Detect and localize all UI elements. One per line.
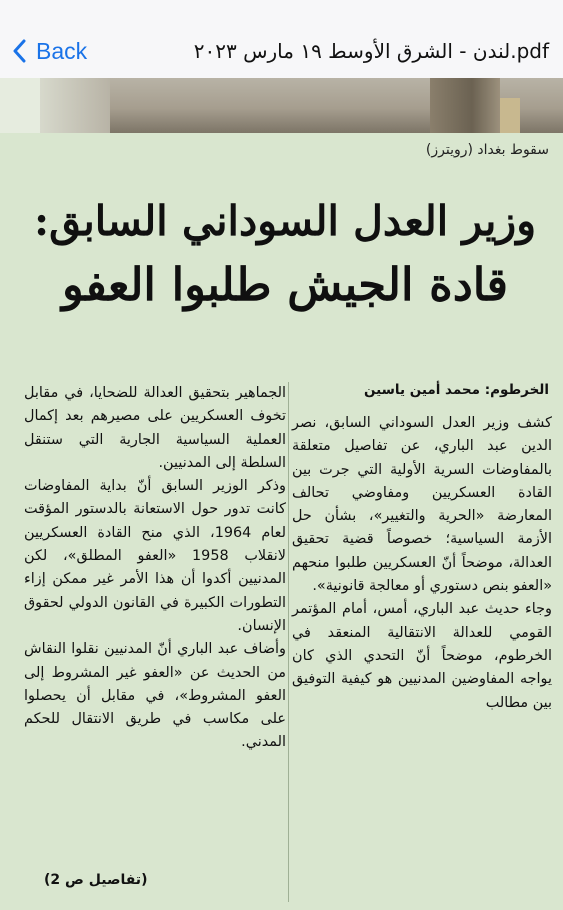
column-divider	[288, 382, 289, 902]
headline-line-2: قادة الجيش طلبوا العفو	[61, 258, 509, 311]
document-title: pdf.لندن - الشرق الأوسط ١٩ مارس ٢٠٢٣	[193, 39, 549, 63]
chevron-left-icon	[12, 39, 26, 63]
back-button[interactable]	[12, 34, 87, 68]
article-paragraph: وأضاف عبد الباري أنّ المدنيين نقلوا النقاش من الحديث عن «العفو غير المشروط إلى العفو المشروط»، في مقابل أن يحصلوا على مكاسب في طريق الانتقال للحكم المدني.	[24, 641, 286, 751]
article-paragraph: وجاء حديث عبد الباري، أمس، أمام المؤتمر القومي للعدالة الانتقالية المنعقد في الخرطوم، موضحاً أنّ التحدي الذي كان يواجه المفاوضين المدنيين هو كيفية التوفيق بين مطالب	[292, 601, 552, 711]
article-paragraph: الجماهير بتحقيق العدالة للضحايا، في مقابل تخوف العسكريين على مصيرهم بعد إكمال العملية السياسية الجارية التي ستنقل السلطة إلى المدنيين.	[24, 385, 286, 471]
navigation-bar	[0, 0, 563, 79]
headline-line-1: وزير العدل السوداني السابق:	[34, 197, 536, 245]
news-photo	[0, 78, 563, 133]
article-paragraph: كشف وزير العدل السوداني السابق، نصر الدين عبد الباري، عن تفاصيل متعلقة بالمفاوضات السرية الأولية التي جرت بين القادة العسكريين ومفاوضي تحالف المعارضة «الحرية والتغيير»، بشأن حل الأزمة السياسية؛ خصوصاً قضية تحقيق العدالة، موضحاً أنّ العسكريين طلبوا منحهم «العفو بنص دستوري أو معالجة قانونية».	[292, 415, 552, 595]
details-reference: (تفاصيل ص 2)	[44, 872, 148, 888]
article-column-right	[292, 412, 552, 715]
article-column-left	[24, 382, 286, 755]
headline	[20, 190, 550, 318]
article-paragraph: وذكر الوزير السابق أنّ بداية المفاوضات كانت تدور حول الاستعانة بالدستور المؤقت لعام 1964، الذي منح القادة العسكريين لانقلاب 1958 «العفو المطلق»، لكن المدنيين أكدوا أن هذا الأمر غير ممكن إزاء التطورات الكبيرة في القانون الدولي لحقوق الإنسان.	[24, 478, 287, 634]
back-label: Back	[36, 37, 88, 64]
byline: الخرطوم: محمد أمين ياسين	[363, 382, 549, 398]
photo-caption: سقوط بغداد (رويترز)	[425, 142, 549, 158]
